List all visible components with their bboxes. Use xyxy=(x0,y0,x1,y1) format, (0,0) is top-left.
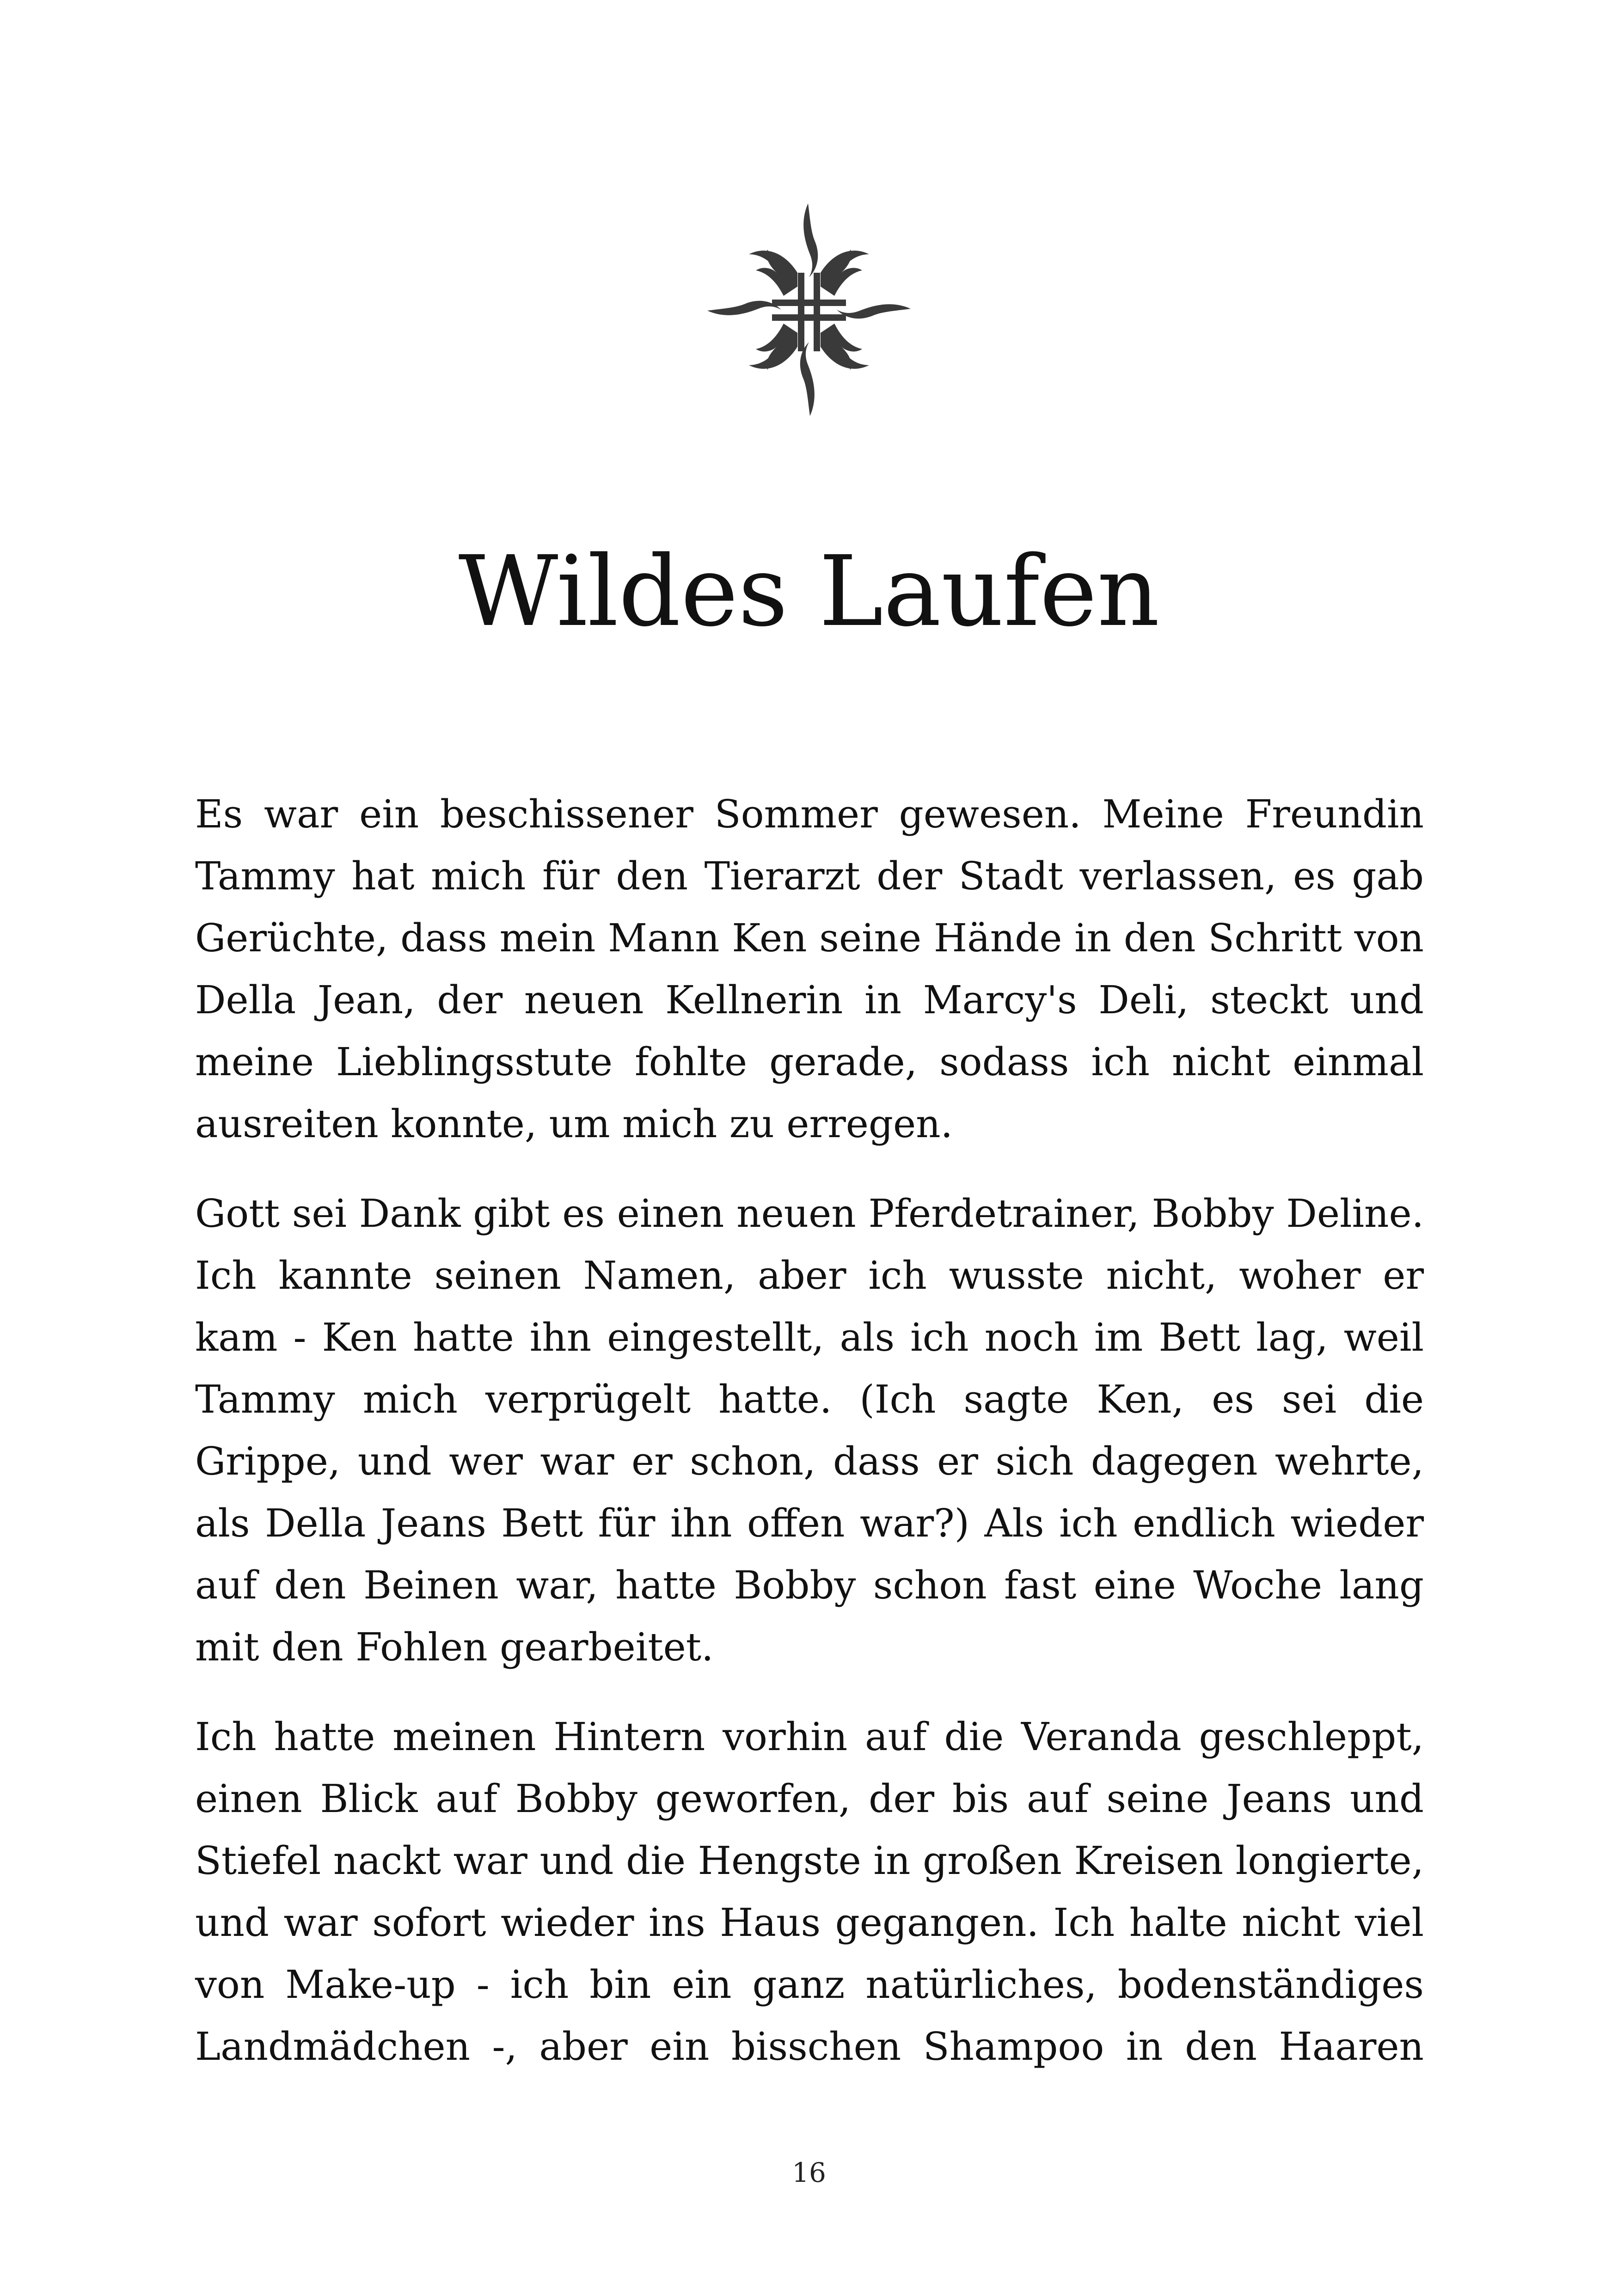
chapter-body xyxy=(195,784,1424,2106)
paragraph: Ich hatte meinen Hintern vorhin auf die Veranda geschleppt, einen Blick auf Bobby geworfen, der bis auf seine Jeans und Stiefel nackt war und die Hengste in großen Kreisen longierte, und war sofort wieder ins Haus gegangen. Ich halte nicht viel von Make-up - ich bin ein ganz natürliches, bodenständiges Landmädchen -, aber ein bisschen Shampoo in den Haaren xyxy=(195,1714,1424,2069)
page-number: 16 xyxy=(792,2157,826,2188)
paragraph: Es war ein beschissener Sommer gewesen. Meine Freundin Tammy hat mich für den Tierarzt der Stadt verlassen, es gab Gerüchte, dass mein Mann Ken seine Hände in den Schritt von Della Jean, der neuen Kellnerin in Marcy's Deli, steckt und meine Lieblingsstute fohlte gerade, sodass ich nicht einmal ausreiten konnte, um mich zu erregen. xyxy=(195,792,1424,1146)
paragraph: Gott sei Dank gibt es einen neuen Pferdetrainer, Bobby Deline. Ich kannte seinen Namen, aber ich wusste nicht, woher er kam - Ken hatte ihn eingestellt, als ich noch im Bett lag, weil Tammy mich verprügelt hatte. (Ich sagte Ken, es sei die Grippe, und wer war er schon, dass er sich dagegen wehrte, als Della Jeans Bett für ihn offen war?) Als ich endlich wieder auf den Beinen war, hatte Bobby schon fast eine Woche lang mit den Fohlen gearbeitet. xyxy=(195,1191,1424,1670)
celtic-cross-ornament-icon xyxy=(707,203,911,416)
chapter-title: Wildes Laufen xyxy=(458,535,1160,648)
